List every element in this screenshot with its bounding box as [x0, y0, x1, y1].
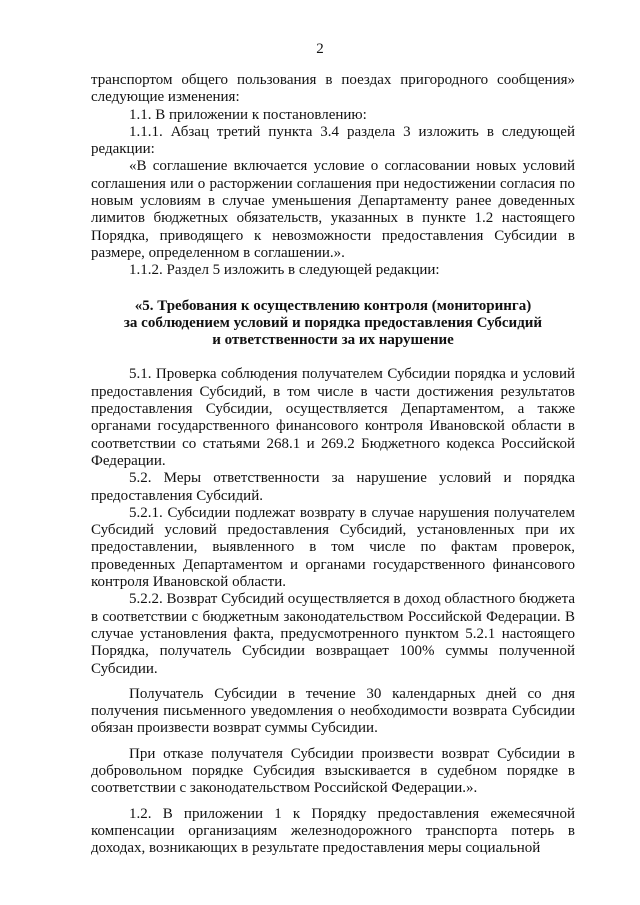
paragraph-intro: транспортом общего пользования в поездах пригородного сообщения» следующие изменения:: [91, 72, 575, 106]
section-5-heading-line2: за соблюдением условий и порядка предоставления Субсидий: [123, 314, 543, 331]
paragraph-5-1: 5.1. Проверка соблюдения получателем Субсидии порядка и условий предоставления Субсидий, в том числе в части достижения результатов предоставления Субсидии, осуществляется Департаментом, а также органами государственного финансового контроля Ивановской области в соответствии со статьями 268.1 и 269.2 Бюджетного кодекса Российской Федерации.: [91, 366, 575, 469]
paragraph-1-1-1: 1.1.1. Абзац третий пункта 3.4 раздела 3 изложить в следующей редакции:: [91, 123, 575, 158]
paragraph-quote-agreement: «В соглашение включается условие о согласовании новых условий соглашения или о расторжении соглашения при недостижении согласия по новым условиям в случае уменьшения Департаменту ранее доведенных лимитов бюджетных обязательств, указанных в пункте 1.2 настоящего Порядка, приводящего к невозможности предоставления Субсидии в размере, определенном в соглашении.».: [91, 158, 575, 261]
paragraph-5-2: 5.2. Меры ответственности за нарушение условий и порядка предоставления Субсидий.: [91, 470, 575, 504]
paragraph-return-deadline: Получатель Субсидии в течение 30 календарных дней со дня получения письменного уведомления о необходимости возврата Субсидии обязан произвести возврат суммы Субсидии.: [91, 685, 575, 737]
paragraph-5-2-1: 5.2.1. Субсидии подлежат возврату в случае нарушения получателем Субсидий условий предоставления Субсидий, установленных при их предоставлении, выявленного в том числе по фактам проверок, проведенных Департаментом и органами государственного финансового контроля Ивановской области.: [91, 504, 575, 591]
paragraph-1-2: 1.2. В приложении 1 к Порядку предоставления ежемесячной компенсации организациям железнодорожного транспорта потерь в доходах, возникающих в результате предоставления меры социальной: [91, 805, 575, 857]
paragraph-1-1: 1.1. В приложении к постановлению:: [129, 106, 367, 123]
section-5-heading-line3: и ответственности за их нарушение: [212, 332, 454, 349]
paragraph-1-1-2: 1.1.2. Раздел 5 изложить в следующей редакции:: [129, 262, 440, 279]
paragraph-5-2-2: 5.2.2. Возврат Субсидий осуществляется в доход областного бюджета в соответствии с бюджетным законодательством Российской Федерации. В случае установления факта, предусмотренного пунктом 5.2.1 настоящего Порядка, получатель Субсидии возвращает 100% суммы полученной Субсидии.: [91, 591, 575, 677]
page-number: 2: [316, 41, 324, 57]
document-body: [91, 72, 575, 857]
section-5-heading-line1: «5. Требования к осуществлению контроля (мониторинга): [134, 297, 532, 314]
section-5-heading: [91, 298, 575, 350]
paragraph-refusal: При отказе получателя Субсидии произвести возврат Субсидии в добровольном порядке Субсидия взыскивается в судебном порядке в соответствии с законодательством Российской Федерации.».: [91, 745, 575, 797]
